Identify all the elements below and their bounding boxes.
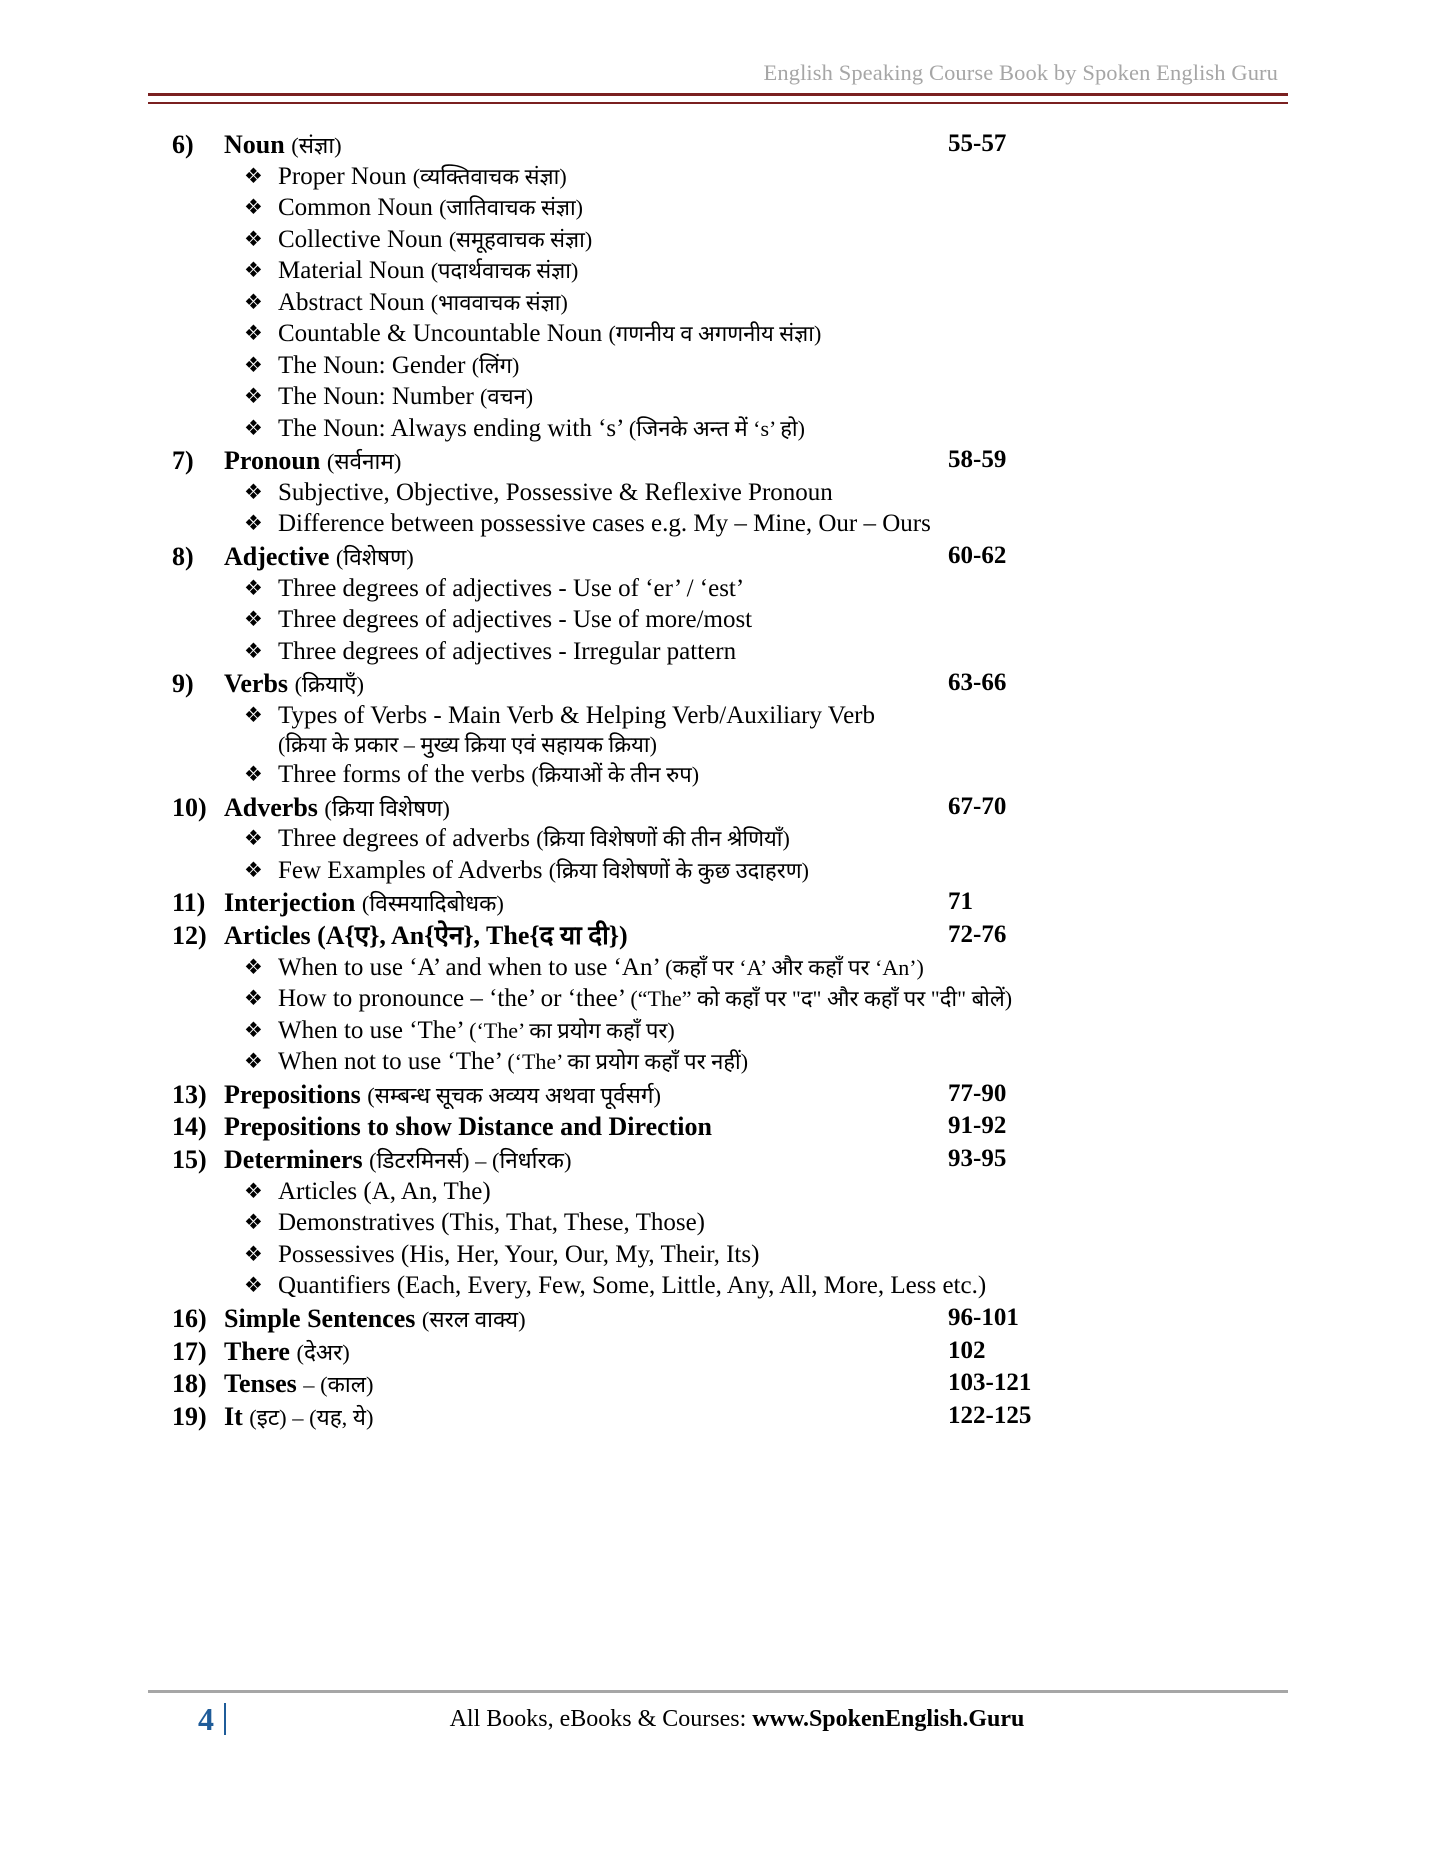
toc-entry-number: 12) bbox=[172, 921, 207, 951]
toc-sub-item-text-hi: (जातिवाचक संज्ञा) bbox=[439, 195, 584, 221]
toc-entry-page-range: 91-92 bbox=[948, 1112, 1007, 1140]
diamond-bullet-icon: ❖ bbox=[244, 1017, 263, 1042]
toc-sub-item-text bbox=[278, 1015, 1292, 1047]
toc-entry-number: 14) bbox=[172, 1112, 207, 1142]
toc-entry-number: 13) bbox=[172, 1079, 207, 1109]
toc-entry-title bbox=[224, 1079, 1292, 1111]
diamond-bullet-icon: ❖ bbox=[244, 163, 263, 188]
toc-sub-list bbox=[172, 1176, 1292, 1302]
toc-entry-title-hi: (क्रिया विशेषण) bbox=[324, 795, 450, 821]
toc-sub-item-text bbox=[278, 636, 1292, 668]
toc-sub-item-text bbox=[278, 318, 1292, 350]
toc-sub-item[interactable] bbox=[172, 1046, 1292, 1078]
toc-entry-title bbox=[224, 1336, 1292, 1368]
toc-sub-item-text bbox=[278, 477, 1292, 509]
diamond-bullet-icon: ❖ bbox=[244, 954, 263, 979]
toc-entry-number: 9) bbox=[172, 669, 194, 699]
toc-sub-item-text-en: Three degrees of adjectives - Use of ‘er’ / ‘est’ bbox=[278, 574, 745, 602]
toc-sub-item[interactable] bbox=[172, 636, 1292, 668]
toc-sub-item-text bbox=[278, 1176, 1292, 1208]
toc-entry-number: 19) bbox=[172, 1402, 207, 1432]
toc-entry-number: 11) bbox=[172, 888, 206, 918]
toc-entry-title bbox=[224, 129, 1292, 161]
toc-entry-number: 18) bbox=[172, 1369, 207, 1399]
toc-entry-number: 15) bbox=[172, 1145, 207, 1175]
toc-sub-item-text-hi: (क्रिया विशेषणों के कुछ उदाहरण) bbox=[548, 857, 809, 883]
toc-sub-item-text-hi: (समूहवाचक संज्ञा) bbox=[448, 226, 593, 252]
toc-entry-title-hi: (सम्बन्ध सूचक अव्यय अथवा पूर्वसर्ग) bbox=[367, 1082, 662, 1108]
toc-entry[interactable] bbox=[172, 129, 1292, 161]
toc-sub-item[interactable] bbox=[172, 759, 1292, 791]
toc-entry-page-range: 96-101 bbox=[948, 1303, 1019, 1331]
toc-sub-item-text-en: Three degrees of adjectives - Irregular pattern bbox=[278, 637, 737, 665]
footer-website-url[interactable]: www.SpokenEnglish.Guru bbox=[752, 1705, 1025, 1732]
toc-sub-item[interactable] bbox=[172, 1176, 1292, 1208]
diamond-bullet-icon: ❖ bbox=[244, 1273, 263, 1298]
diamond-bullet-icon: ❖ bbox=[244, 384, 263, 409]
toc-entry[interactable] bbox=[172, 1303, 1292, 1335]
diamond-bullet-icon: ❖ bbox=[244, 258, 263, 283]
diamond-bullet-icon: ❖ bbox=[244, 1178, 263, 1203]
diamond-bullet-icon: ❖ bbox=[244, 415, 263, 440]
toc-sub-item-text-hi: (वचन) bbox=[480, 384, 534, 410]
toc-entry-title-en: Tenses bbox=[224, 1369, 297, 1399]
toc-sub-item-text-en: Articles (A, An, The) bbox=[278, 1177, 491, 1205]
toc-entry-title-en: Interjection bbox=[224, 888, 356, 918]
toc-entry-page-range: 122-125 bbox=[948, 1402, 1032, 1430]
toc-sub-item-text bbox=[278, 508, 1292, 540]
toc-entry-number: 17) bbox=[172, 1336, 207, 1366]
toc-sub-item-text bbox=[278, 700, 1292, 732]
diamond-bullet-icon: ❖ bbox=[244, 986, 263, 1011]
toc-entry-title-en: Prepositions to show Distance and Direction bbox=[224, 1112, 712, 1142]
toc-sub-item-text bbox=[278, 759, 1292, 791]
toc-entry-page-range: 55-57 bbox=[948, 130, 1007, 157]
toc-sub-item-text bbox=[278, 573, 1292, 605]
toc-entry-title-en: Articles (A{ए}, An{ऐन}, The{द या दी}) bbox=[224, 921, 628, 951]
toc-sub-item[interactable] bbox=[172, 192, 1292, 224]
toc-entry-title-en: Simple Sentences bbox=[224, 1303, 416, 1333]
toc-sub-item-text-hi: (व्यक्तिवाचक संज्ञा) bbox=[412, 163, 567, 189]
toc-sub-item-text bbox=[278, 255, 1292, 287]
toc-entry-page-range: 67-70 bbox=[948, 792, 1007, 820]
toc-sub-item[interactable] bbox=[172, 287, 1292, 319]
toc-sub-item-text bbox=[278, 1207, 1292, 1239]
toc-entry-title bbox=[224, 1111, 1292, 1143]
toc-sub-list bbox=[172, 161, 1292, 445]
toc-sub-item[interactable] bbox=[172, 983, 1292, 1015]
toc-entry-title-hi: (डिटरमिनर्स) – (निर्धारक) bbox=[369, 1148, 572, 1174]
toc-sub-item-text-hi: (कहाँ पर ‘A’ और कहाँ पर ‘An’) bbox=[665, 954, 924, 980]
toc-entry-page-range: 71 bbox=[948, 888, 973, 916]
toc-entry-page-range: 63-66 bbox=[948, 669, 1007, 697]
table-of-contents bbox=[172, 128, 1292, 1433]
toc-sub-item-text-en: Types of Verbs - Main Verb & Helping Verb/Auxiliary Verb bbox=[278, 701, 876, 729]
toc-entry-title-hi: (विस्मयादिबोधक) bbox=[361, 891, 504, 917]
toc-entry-title bbox=[224, 887, 1292, 919]
toc-entry-title-hi: (सरल वाक्य) bbox=[421, 1306, 526, 1332]
toc-entry-title bbox=[224, 1303, 1292, 1335]
diamond-bullet-icon: ❖ bbox=[244, 511, 263, 536]
toc-sub-item-text-en: The Noun: Number bbox=[278, 383, 481, 411]
diamond-bullet-icon: ❖ bbox=[244, 702, 263, 727]
toc-sub-item[interactable] bbox=[172, 318, 1292, 350]
diamond-bullet-icon: ❖ bbox=[244, 857, 263, 882]
toc-sub-list bbox=[172, 477, 1292, 540]
page-footer bbox=[148, 1690, 1288, 1735]
toc-sub-item-text-hi: (भाववाचक संज्ञा) bbox=[430, 289, 568, 315]
toc-sub-item-text-en: Difference between possessive cases e.g. My – Mine, Our – Ours bbox=[278, 510, 931, 538]
toc-sub-item-text bbox=[278, 1046, 1292, 1078]
toc-sub-item-text bbox=[278, 224, 1292, 256]
diamond-bullet-icon: ❖ bbox=[244, 826, 263, 851]
toc-sub-item[interactable] bbox=[172, 823, 1292, 855]
toc-entry-title-en: Verbs bbox=[224, 669, 289, 699]
toc-entry[interactable] bbox=[172, 1079, 1292, 1111]
toc-sub-item-text bbox=[278, 604, 1292, 636]
toc-entry-number: 7) bbox=[172, 446, 194, 476]
toc-entry-page-range: 77-90 bbox=[948, 1079, 1007, 1107]
toc-entry[interactable] bbox=[172, 541, 1292, 573]
toc-sub-item-text-en: Quantifiers (Each, Every, Few, Some, Little, Any, All, More, Less etc.) bbox=[278, 1272, 987, 1300]
toc-entry-page-range: 103-121 bbox=[948, 1369, 1032, 1397]
toc-sub-item-text-en: The Noun: Always ending with ‘s’ bbox=[278, 414, 629, 442]
toc-sub-item-text-en: Countable & Uncountable Noun bbox=[278, 320, 609, 348]
footer-page-number: 4 bbox=[148, 1703, 226, 1735]
header-title: English Speaking Course Book by Spoken English Guru bbox=[763, 60, 1278, 85]
diamond-bullet-icon: ❖ bbox=[244, 638, 263, 663]
toc-entry-title bbox=[224, 668, 1292, 700]
toc-sub-item-text-hi: (गणनीय व अगणनीय संज्ञा) bbox=[608, 321, 822, 347]
toc-sub-item-text-hi: (‘The’ का प्रयोग कहाँ पर नहीं) bbox=[507, 1049, 749, 1075]
toc-sub-item[interactable] bbox=[172, 508, 1292, 540]
toc-sub-item-text bbox=[278, 350, 1292, 382]
toc-sub-item-text-en: Demonstratives (This, That, These, Those) bbox=[278, 1209, 706, 1237]
toc-entry-title-hi: (संज्ञा) bbox=[291, 133, 342, 158]
toc-entry-number: 16) bbox=[172, 1303, 207, 1333]
toc-sub-item[interactable] bbox=[172, 952, 1292, 984]
toc-sub-item[interactable] bbox=[172, 855, 1292, 887]
toc-entry-page-range: 102 bbox=[948, 1336, 986, 1364]
toc-entry[interactable] bbox=[172, 1401, 1292, 1433]
toc-sub-item-text-en: When to use ‘A’ and when to use ‘An’ bbox=[278, 953, 666, 981]
toc-sub-item-continuation: (क्रिया के प्रकार – मुख्य क्रिया एवं सहायक क्रिया) bbox=[278, 732, 657, 758]
toc-entry-title-en: Determiners bbox=[224, 1145, 363, 1175]
toc-entry[interactable] bbox=[172, 1336, 1292, 1368]
toc-sub-item-text bbox=[278, 823, 1292, 855]
toc-sub-item[interactable] bbox=[172, 350, 1292, 382]
toc-sub-list bbox=[172, 700, 1292, 791]
toc-entry-title-hi: (देअर) bbox=[296, 1339, 350, 1365]
toc-sub-item-text bbox=[278, 1270, 1292, 1302]
toc-sub-item-text-en: Three degrees of adjectives - Use of more/most bbox=[278, 606, 753, 634]
diamond-bullet-icon: ❖ bbox=[244, 195, 263, 220]
toc-sub-item-text-en: Common Noun bbox=[278, 194, 440, 222]
diamond-bullet-icon: ❖ bbox=[244, 1241, 263, 1266]
toc-sub-item-text bbox=[278, 983, 1292, 1015]
toc-sub-item[interactable] bbox=[172, 1207, 1292, 1239]
toc-entry-title-en: Noun bbox=[224, 130, 285, 159]
toc-entry-title-hi: (सर्वनाम) bbox=[326, 449, 402, 475]
toc-sub-item-text-hi: (पदार्थवाचक संज्ञा) bbox=[430, 258, 579, 284]
toc-sub-item-text-en: Subjective, Objective, Possessive & Reflexive Pronoun bbox=[278, 478, 833, 506]
toc-sub-item[interactable] bbox=[172, 1239, 1292, 1271]
toc-entry-title bbox=[224, 541, 1292, 573]
toc-entry-title bbox=[224, 920, 1292, 952]
footer-divider bbox=[148, 1690, 1288, 1693]
toc-entry-title-hi: (इट) – (यह, ये) bbox=[249, 1405, 374, 1431]
toc-entry-page-range: 60-62 bbox=[948, 541, 1007, 569]
toc-sub-item-text-hi: (‘The’ का प्रयोग कहाँ पर) bbox=[469, 1017, 675, 1043]
toc-entry-title-hi: (क्रियाएँ) bbox=[294, 672, 364, 698]
toc-sub-item[interactable] bbox=[172, 413, 1292, 445]
toc-sub-item[interactable] bbox=[172, 224, 1292, 256]
toc-sub-item-text-hi: (क्रिया विशेषणों की तीन श्रेणियाँ) bbox=[536, 826, 790, 852]
toc-sub-list bbox=[172, 823, 1292, 886]
toc-sub-item-text-en: Collective Noun bbox=[278, 225, 449, 253]
toc-sub-item[interactable] bbox=[172, 381, 1292, 413]
diamond-bullet-icon: ❖ bbox=[244, 762, 263, 787]
toc-entry-title bbox=[224, 1144, 1292, 1176]
toc-sub-item-text bbox=[278, 161, 1292, 193]
diamond-bullet-icon: ❖ bbox=[244, 607, 263, 632]
toc-entry-title-en: Adverbs bbox=[224, 792, 318, 822]
toc-sub-item[interactable] bbox=[172, 604, 1292, 636]
toc-entry-page-range: 58-59 bbox=[948, 446, 1007, 474]
toc-sub-item-text-en: When to use ‘The’ bbox=[278, 1016, 470, 1044]
toc-sub-item[interactable] bbox=[172, 700, 1292, 732]
toc-sub-item-text-en: When not to use ‘The’ bbox=[278, 1048, 508, 1076]
footer-credit bbox=[226, 1706, 1288, 1733]
toc-entry-page-range: 72-76 bbox=[948, 921, 1007, 949]
toc-entry[interactable] bbox=[172, 1111, 1292, 1143]
diamond-bullet-icon: ❖ bbox=[244, 289, 263, 314]
toc-sub-item[interactable] bbox=[172, 255, 1292, 287]
toc-entry-number: 6) bbox=[172, 130, 194, 159]
toc-sub-item[interactable] bbox=[172, 1270, 1292, 1302]
toc-entry[interactable] bbox=[172, 792, 1292, 824]
toc-entry-title bbox=[224, 792, 1292, 824]
toc-sub-item-text-en: Few Examples of Adverbs bbox=[278, 856, 549, 884]
toc-sub-list bbox=[172, 573, 1292, 668]
toc-sub-item-text-en: Three forms of the verbs bbox=[278, 761, 532, 789]
toc-sub-item-text-en: Abstract Noun bbox=[278, 288, 431, 316]
toc-entry-title-hi: (विशेषण) bbox=[335, 544, 414, 570]
toc-sub-item-text bbox=[278, 855, 1292, 887]
toc-entry-title-en: It bbox=[224, 1402, 243, 1432]
toc-entry-number: 10) bbox=[172, 792, 207, 822]
toc-sub-item-text bbox=[278, 413, 1292, 445]
toc-entry-number: 8) bbox=[172, 541, 194, 571]
toc-sub-item-text-en: Proper Noun bbox=[278, 162, 413, 190]
toc-entry-title bbox=[224, 1401, 1292, 1433]
toc-entry[interactable] bbox=[172, 887, 1292, 919]
footer-credit-label: All Books, eBooks & Courses: bbox=[449, 1705, 747, 1732]
diamond-bullet-icon: ❖ bbox=[244, 1049, 263, 1074]
toc-entry[interactable] bbox=[172, 1144, 1292, 1176]
toc-sub-item-text bbox=[278, 287, 1292, 319]
toc-sub-item-text-hi: (जिनके अन्त में ‘s’ हो) bbox=[628, 415, 805, 441]
toc-sub-item-text bbox=[278, 192, 1292, 224]
toc-sub-item-text-hi: (लिंग) bbox=[471, 352, 520, 378]
toc-sub-item-text bbox=[278, 1239, 1292, 1271]
toc-entry-title-hi: – (काल) bbox=[303, 1372, 374, 1398]
toc-sub-item-text bbox=[278, 381, 1292, 413]
toc-sub-item[interactable] bbox=[172, 1015, 1292, 1047]
toc-entry-title-en: Prepositions bbox=[224, 1079, 361, 1109]
toc-sub-item-text-hi: (क्रियाओं के तीन रुप) bbox=[531, 762, 700, 788]
toc-sub-item-text-en: Three degrees of adverbs bbox=[278, 825, 537, 853]
toc-sub-list bbox=[172, 952, 1292, 1078]
toc-sub-item-text bbox=[278, 952, 1292, 984]
toc-sub-item-text-en: The Noun: Gender bbox=[278, 351, 472, 379]
header-divider bbox=[148, 93, 1288, 104]
toc-entry-title bbox=[224, 445, 1292, 477]
diamond-bullet-icon: ❖ bbox=[244, 226, 263, 251]
toc-sub-item[interactable] bbox=[172, 573, 1292, 605]
toc-entry-title-en: There bbox=[224, 1336, 290, 1366]
toc-entry[interactable] bbox=[172, 1368, 1292, 1400]
page-header bbox=[148, 60, 1288, 104]
toc-entry[interactable] bbox=[172, 445, 1292, 477]
toc-entry-title bbox=[224, 1368, 1292, 1400]
toc-entry[interactable] bbox=[172, 668, 1292, 700]
toc-sub-item-text-hi: (“The” को कहाँ पर "द" और कहाँ पर "दी" बोलें) bbox=[630, 986, 1013, 1012]
toc-sub-item-text-en: How to pronounce – ‘the’ or ‘thee’ bbox=[278, 985, 631, 1013]
diamond-bullet-icon: ❖ bbox=[244, 352, 263, 377]
toc-entry-title-en: Adjective bbox=[224, 541, 330, 571]
toc-sub-item[interactable] bbox=[172, 161, 1292, 193]
toc-entry-page-range: 93-95 bbox=[948, 1145, 1007, 1173]
diamond-bullet-icon: ❖ bbox=[244, 321, 263, 346]
toc-sub-item-text-en: Possessives (His, Her, Your, Our, My, Their, Its) bbox=[278, 1240, 760, 1268]
toc-entry[interactable] bbox=[172, 920, 1292, 952]
diamond-bullet-icon: ❖ bbox=[244, 479, 263, 504]
toc-sub-item[interactable] bbox=[172, 477, 1292, 509]
toc-sub-item-text-en: Material Noun bbox=[278, 257, 431, 285]
diamond-bullet-icon: ❖ bbox=[244, 575, 263, 600]
toc-entry-title-en: Pronoun bbox=[224, 446, 321, 476]
diamond-bullet-icon: ❖ bbox=[244, 1210, 263, 1235]
